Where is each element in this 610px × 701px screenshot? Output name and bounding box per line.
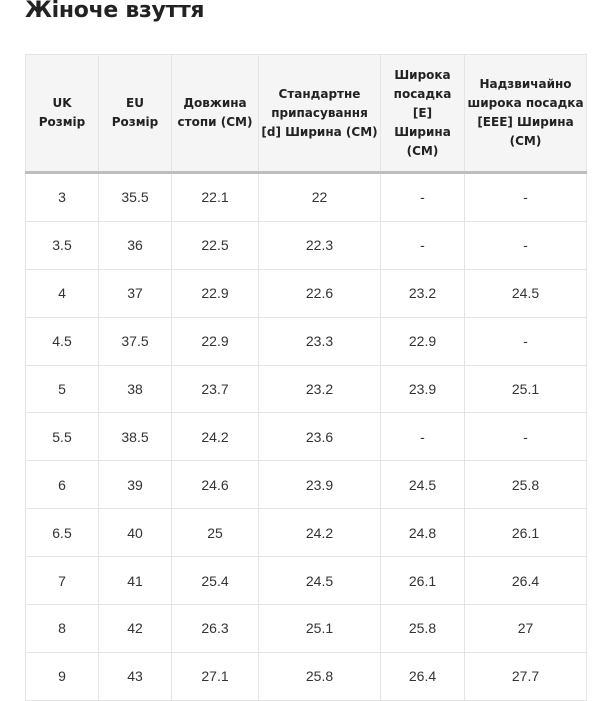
table-cell: 23.2 <box>259 365 381 413</box>
table-cell: 26.4 <box>465 557 587 605</box>
page-title: Жіноче взуття <box>25 0 205 23</box>
column-header: Довжина стопи (CM) <box>172 55 259 173</box>
table-cell: 22.9 <box>172 317 259 365</box>
table-cell: - <box>381 413 465 461</box>
table-cell: 25.1 <box>465 365 587 413</box>
table-cell: 23.2 <box>381 269 465 317</box>
table-row <box>26 317 587 365</box>
table-cell: 35.5 <box>99 173 172 222</box>
table-cell: 38 <box>99 365 172 413</box>
table-row <box>26 509 587 557</box>
table-cell: 4 <box>26 269 99 317</box>
table-cell: 7 <box>26 557 99 605</box>
column-header: Надзвичайно широка посадка [EEE] Ширина (CM) <box>465 55 587 173</box>
table-cell: - <box>465 413 587 461</box>
table-row <box>26 652 587 700</box>
table-cell: 25.8 <box>465 461 587 509</box>
table-cell: 23.9 <box>381 365 465 413</box>
table-row <box>26 173 587 222</box>
table-cell: 22 <box>259 173 381 222</box>
table-cell: 23.3 <box>259 317 381 365</box>
table-cell: 27.7 <box>465 652 587 700</box>
table-cell: - <box>381 173 465 222</box>
column-header: Широка посадка [E] Ширина (CM) <box>381 55 465 173</box>
table-cell: 38.5 <box>99 413 172 461</box>
table-cell: 6.5 <box>26 509 99 557</box>
table-cell: 27 <box>465 605 587 653</box>
table-row <box>26 557 587 605</box>
table-cell: 9 <box>26 652 99 700</box>
table-cell: 41 <box>99 557 172 605</box>
table-cell: 8 <box>26 605 99 653</box>
table-cell: 24.2 <box>172 413 259 461</box>
table-cell: 3 <box>26 173 99 222</box>
table-cell: - <box>465 221 587 269</box>
table-cell: 5.5 <box>26 413 99 461</box>
table-cell: 22.3 <box>259 221 381 269</box>
table-cell: 39 <box>99 461 172 509</box>
table-cell: 25.8 <box>259 652 381 700</box>
table-header-row <box>26 55 587 173</box>
table-cell: 26.4 <box>381 652 465 700</box>
table-cell: 23.7 <box>172 365 259 413</box>
table-cell: 22.6 <box>259 269 381 317</box>
table-cell: 22.1 <box>172 173 259 222</box>
table-cell: 26.3 <box>172 605 259 653</box>
table-cell: 5 <box>26 365 99 413</box>
size-chart-table <box>25 54 587 701</box>
table-cell: 36 <box>99 221 172 269</box>
table-row <box>26 365 587 413</box>
table-cell: 3.5 <box>26 221 99 269</box>
table-cell: 42 <box>99 605 172 653</box>
table-cell: 25.1 <box>259 605 381 653</box>
column-header: UK Розмір <box>26 55 99 173</box>
table-row <box>26 221 587 269</box>
table-cell: 24.6 <box>172 461 259 509</box>
table-cell: 6 <box>26 461 99 509</box>
table-cell: 24.8 <box>381 509 465 557</box>
table-cell: 37.5 <box>99 317 172 365</box>
table-row <box>26 413 587 461</box>
table-cell: 22.5 <box>172 221 259 269</box>
table-cell: 22.9 <box>172 269 259 317</box>
column-header: EU Розмір <box>99 55 172 173</box>
table-cell: - <box>465 173 587 222</box>
table-cell: 24.5 <box>259 557 381 605</box>
table-cell: 26.1 <box>465 509 587 557</box>
table-cell: 24.5 <box>465 269 587 317</box>
table-cell: 27.1 <box>172 652 259 700</box>
column-header: Стандартне припасування [d] Ширина (CM) <box>259 55 381 173</box>
table-cell: 25.8 <box>381 605 465 653</box>
table-row <box>26 461 587 509</box>
table-cell: 40 <box>99 509 172 557</box>
table-cell: 24.5 <box>381 461 465 509</box>
table-cell: 43 <box>99 652 172 700</box>
table-cell: 26.1 <box>381 557 465 605</box>
table-cell: 25 <box>172 509 259 557</box>
table-cell: 23.9 <box>259 461 381 509</box>
table-cell: 37 <box>99 269 172 317</box>
table-cell: 22.9 <box>381 317 465 365</box>
table-cell: - <box>381 221 465 269</box>
table-cell: 4.5 <box>26 317 99 365</box>
table-row <box>26 269 587 317</box>
table-cell: - <box>465 317 587 365</box>
table-cell: 23.6 <box>259 413 381 461</box>
table-cell: 24.2 <box>259 509 381 557</box>
table-row <box>26 605 587 653</box>
table-cell: 25.4 <box>172 557 259 605</box>
